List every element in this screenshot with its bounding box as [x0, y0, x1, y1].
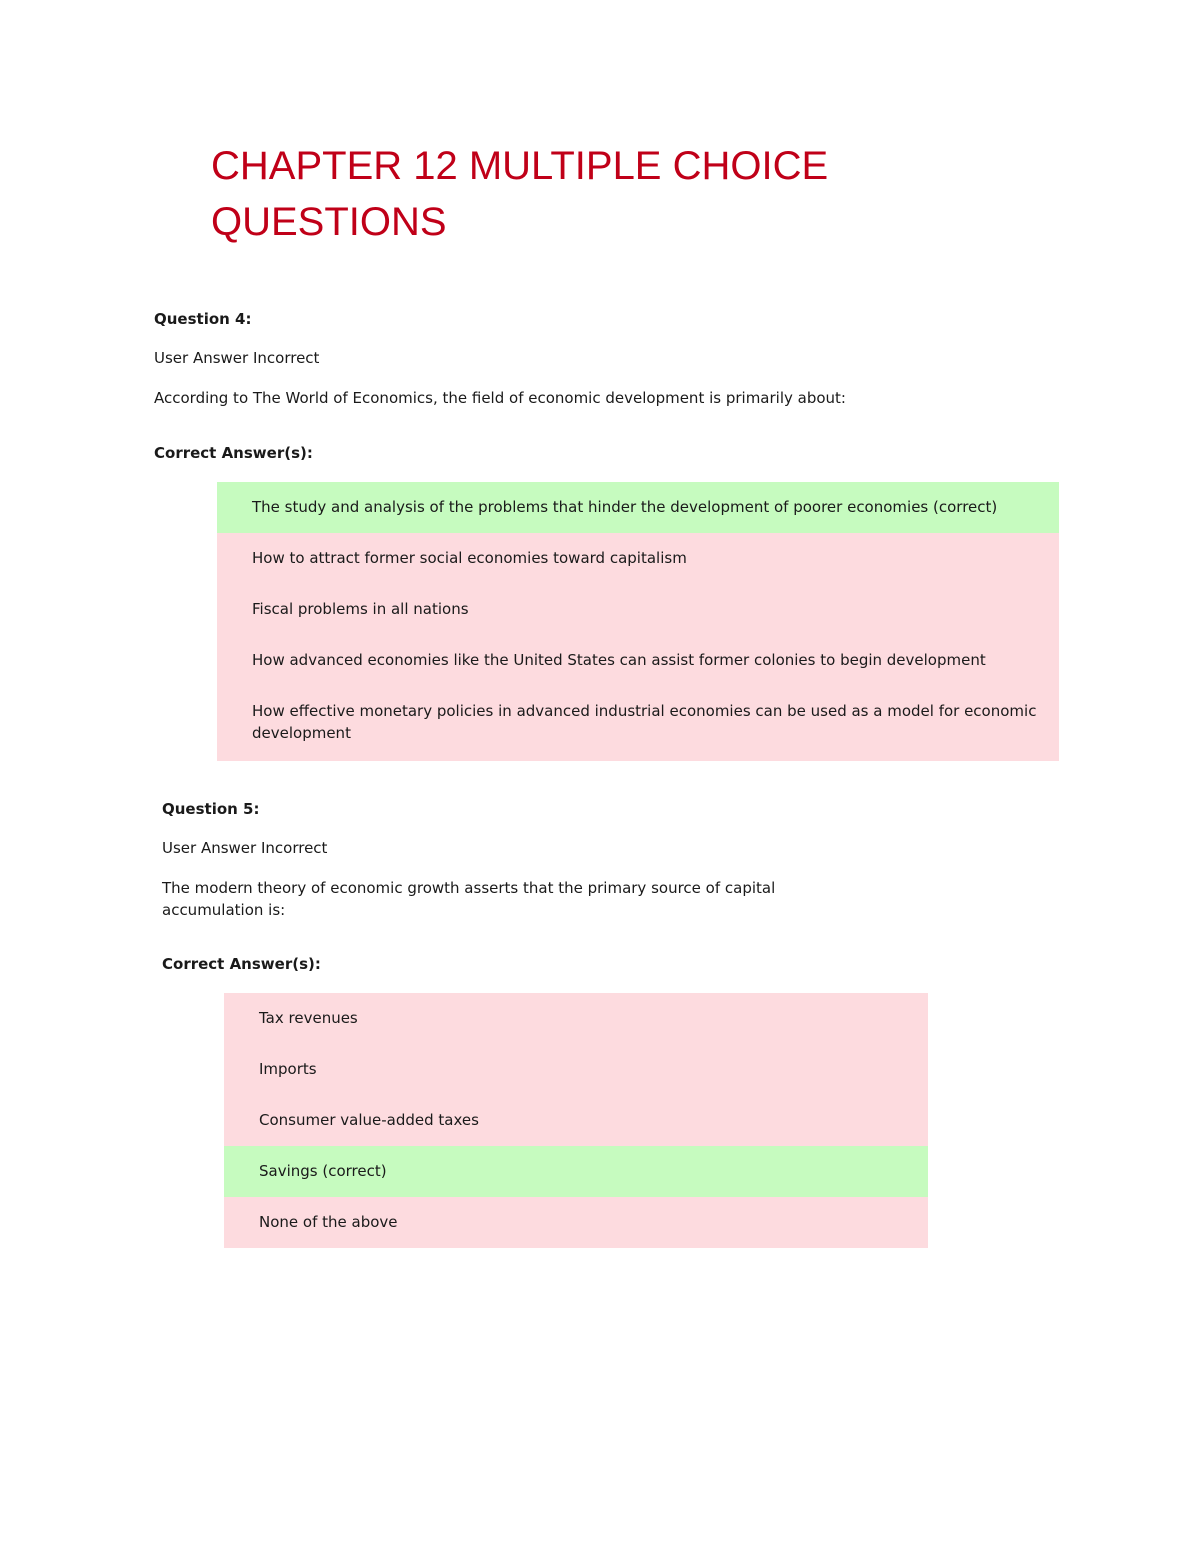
question-prompt: According to The World of Economics, the field of economic development is primarily about:: [154, 389, 846, 407]
question-heading: Question 4:: [154, 310, 252, 328]
option-text: Savings (correct): [259, 1162, 387, 1180]
option-text: The study and analysis of the problems that hinder the development of poorer economies (correct): [252, 498, 998, 516]
question-prompt: The modern theory of economic growth asserts that the primary source of capital accumulation is:: [162, 879, 776, 919]
answer-option: [217, 584, 1059, 635]
page-title: CHAPTER 12 MULTIPLE CHOICE QUESTIONS: [211, 144, 829, 244]
answer-option: [224, 1044, 928, 1095]
answer-option: [224, 1197, 928, 1248]
option-text: Imports: [259, 1060, 317, 1078]
option-text: How advanced economies like the United States can assist former colonies to begin development: [252, 651, 986, 669]
option-text: How to attract former social economies toward capitalism: [252, 549, 687, 567]
answer-status: User Answer Incorrect: [154, 349, 320, 367]
option-text: Tax revenues: [259, 1009, 358, 1027]
answer-option: [224, 1095, 928, 1146]
correct-answers-label: Correct Answer(s):: [154, 444, 313, 462]
correct-answers-label: Correct Answer(s):: [162, 955, 321, 973]
option-text: How effective monetary policies in advanced industrial economies can be used as a model for economic development: [252, 702, 1037, 742]
question-heading: Question 5:: [162, 800, 260, 818]
option-text: None of the above: [259, 1213, 398, 1231]
answer-options-q4: [217, 482, 1059, 761]
answer-status: User Answer Incorrect: [162, 839, 328, 857]
answer-option: [217, 482, 1059, 533]
answer-option: [217, 635, 1059, 686]
answer-option: [217, 686, 1059, 761]
answer-option: [224, 993, 928, 1044]
answer-option: [224, 1146, 928, 1197]
answer-option: [217, 533, 1059, 584]
option-text: Consumer value-added taxes: [259, 1111, 479, 1129]
option-text: Fiscal problems in all nations: [252, 600, 469, 618]
answer-options-q5: [224, 993, 928, 1248]
